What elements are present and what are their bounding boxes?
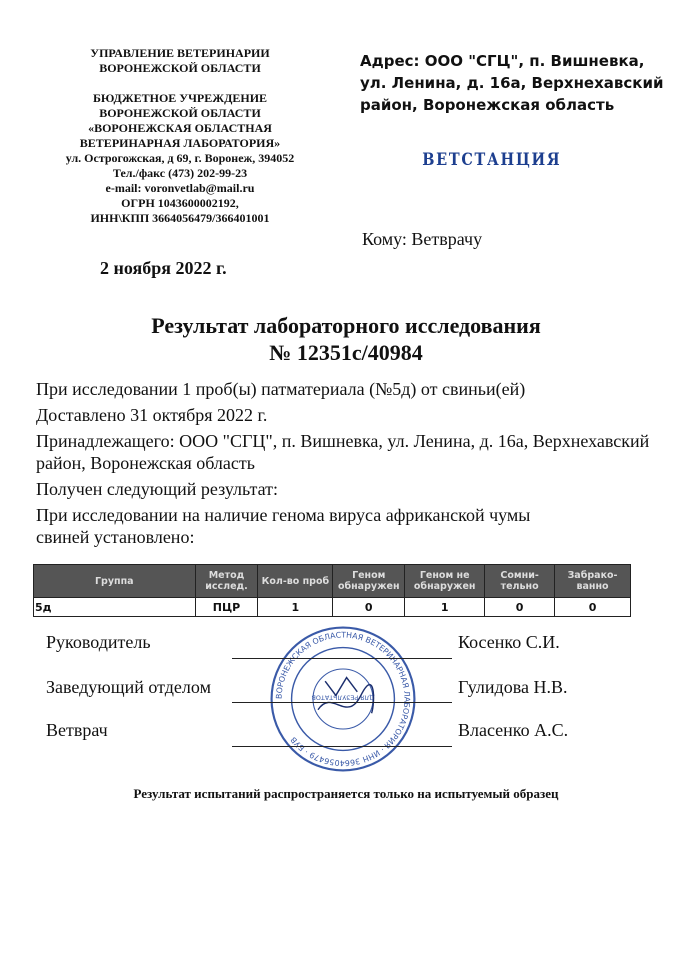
table-row [34,598,631,617]
spacer [30,76,330,91]
letterhead-line: e-mail: voronvetlab@mail.ru [105,181,255,195]
document-date: 2 ноября 2022 г. [100,258,227,278]
address-line: ул. Ленина, д. 16а, Верхнехавский [360,74,664,92]
signature-line [232,702,452,703]
letterhead-line: БЮДЖЕТНОЕ УЧРЕЖДЕНИЕ [92,91,268,105]
column-header: Сомни-тельно [485,565,555,598]
table-cell: 1 [258,598,333,617]
letterhead-line: ВОРОНЕЖСКОЙ ОБЛАСТИ [99,61,261,75]
table-header-row [34,565,631,598]
signature-role: Ветврач [46,720,108,740]
recipient: Кому: Ветврачу [362,229,483,249]
letterhead-line: ВОРОНЕЖСКОЙ ОБЛАСТИ [99,106,261,120]
signature-name: Гулидова Н.В. [458,677,568,697]
body-paragraph: При исследовании 1 проб(ы) патматериала (№5д) от свиньи(ей) [36,379,526,399]
seal-center-text: ДЛЯ РЕЗУЛЬТАТОВ [311,693,375,702]
table-cell: 0 [485,598,555,617]
column-header: Кол-во проб [258,565,333,598]
letterhead-line: «ВОРОНЕЖСКАЯ ОБЛАСТНАЯ [88,121,272,135]
document-body [36,378,656,552]
letterhead-line: ВЕТЕРИНАРНАЯ ЛАБОРАТОРИЯ» [79,136,281,150]
column-header: Геном не обнаружен [405,565,485,598]
letterhead-line: ул. Острогожская, д 69, г. Воронеж, 394052 [65,151,295,165]
table-cell: 5д [34,598,196,617]
letterhead-line: Тел./факс (473) 202-99-23 [112,166,248,180]
signature-role: Заведующий отделом [46,677,211,697]
signature-line [232,658,452,659]
signature-name: Власенко А.С. [458,720,569,740]
lab-letterhead [30,46,330,226]
letterhead-line: УПРАВЛЕНИЕ ВЕТЕРИНАРИИ [90,46,270,60]
vetstation-stamp: ВЕТСТАНЦИЯ [422,150,562,170]
letterhead-line: ОГРН 1043600002192, [121,196,239,210]
address-line: Адрес: ООО "СГЦ", п. Вишневка, [360,52,645,70]
column-header: Группа [34,565,196,598]
recipient-address [360,50,664,116]
signature-name: Косенко С.И. [458,632,560,652]
table-cell: 0 [333,598,405,617]
column-header: Геном обнаружен [333,565,405,598]
address-line: район, Воронежская область [360,96,615,114]
column-header: Забрако-ванно [555,565,631,598]
footer-note: Результат испытаний распространяется только на испытуемый образец [133,786,559,801]
body-paragraph: Доставлено 31 октября 2022 г. [36,405,268,425]
body-paragraph: Получен следующий результат: [36,479,279,499]
signature-line [232,746,452,747]
body-paragraph: При исследовании на наличие генома вируса африканской чумы свиней установлено: [36,505,531,547]
title-line: Результат лабораторного исследования [151,313,541,338]
signature-scribble [325,678,357,696]
document-number: № 12351с/40984 [269,340,423,365]
seal-ring-text-path: ВОРОНЕЖСКАЯ ОБЛАСТНАЯ ВЕТЕРИНАРНАЯ ЛАБОРАТОРИЯ · ИНН 3664056479 · БУВ [274,630,412,768]
column-header: Метод исслед. [195,565,258,598]
results-table [33,564,631,617]
table-cell: 1 [405,598,485,617]
document-title [0,312,692,366]
body-paragraph: Принадлежащего: ООО "СГЦ", п. Вишневка, ул. Ленина, д. 16а, Верхнехавский район, Воронежская область [36,431,650,473]
letterhead-line: ИНН\КПП 3664056479/366401001 [90,211,270,225]
official-seal [268,624,418,774]
signature-role: Руководитель [46,632,151,652]
table-cell: 0 [555,598,631,617]
table-cell: ПЦР [195,598,258,617]
